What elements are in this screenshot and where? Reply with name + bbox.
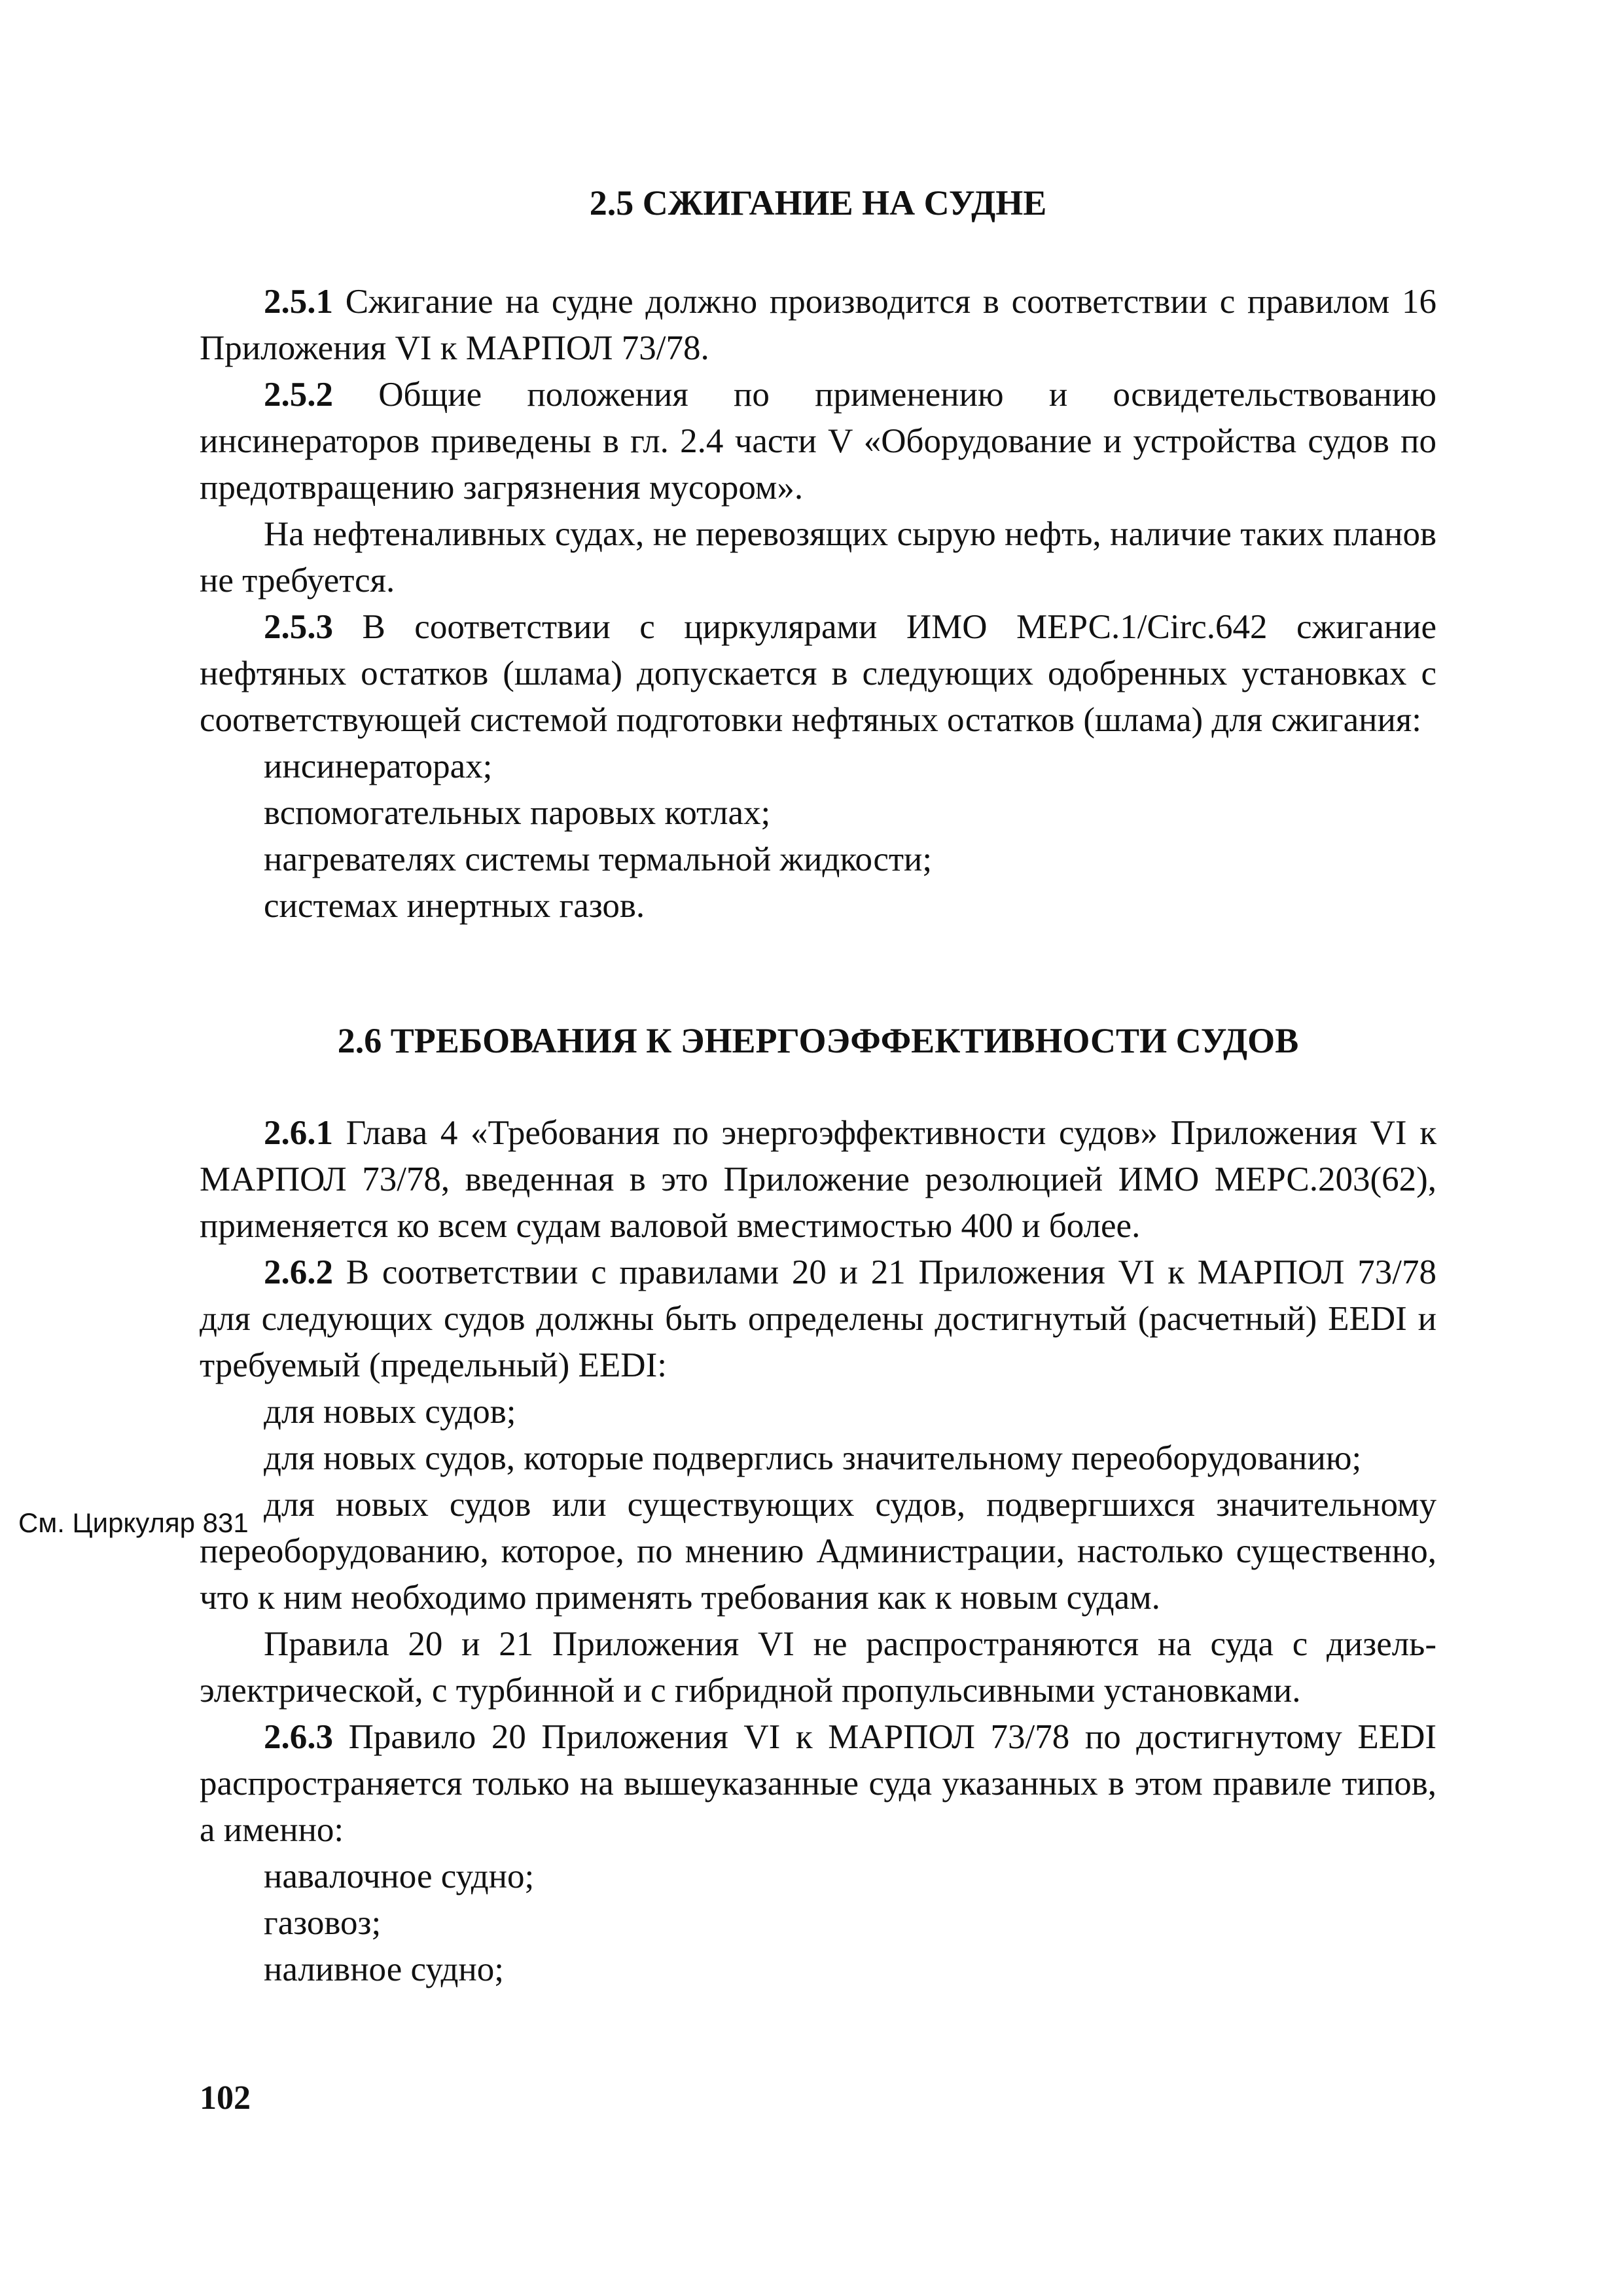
paragraph-2-6-3 <box>200 1714 1436 1854</box>
paragraph-2-5-2 <box>200 372 1436 511</box>
paragraph-2-6-2 <box>200 1249 1436 1389</box>
paragraph-2-6-1 <box>200 1110 1436 1249</box>
paragraph-exemptions: Правила 20 и 21 Приложения VI не распространяются на суда с дизель-электрической, с турбинной и с гибридной пропульсивными установками. <box>200 1625 1436 1710</box>
page-content <box>200 164 1436 1993</box>
paragraph-text: В соответствии с циркулярами ИМО МЕРС.1/Circ.642 сжигание нефтяных остатков (шлама) допускается в следующих одобренных установках с соответствующей системой подготовки нефтяных остатков (шлама) для сжигания: <box>200 608 1436 739</box>
paragraph-tankers-note: На нефтеналивных судах, не перевозящих сырую нефть, наличие таких планов не требуется. <box>200 515 1436 600</box>
list-item: для новых судов, которые подверглись значительному переоборудованию; <box>264 1439 1362 1477</box>
clause-number: 2.5.2 <box>264 376 333 414</box>
paragraph-text: Правило 20 Приложения VI к МАРПОЛ 73/78 по достигнутому EEDI распространяется только на вышеуказанные суда указанных в этом правиле типов, а именно: <box>200 1718 1436 1849</box>
list-item: нагревателях системы термальной жидкости; <box>264 840 933 878</box>
clause-number: 2.6.3 <box>264 1718 333 1756</box>
paragraph-text: Общие положения по применению и освидетельствованию инсинераторов приведены в гл. 2.4 части V «Оборудование и устройства судов по предотвращению загрязнения мусором». <box>200 376 1436 507</box>
paragraph-2-5-1 <box>200 279 1436 372</box>
paragraph-text: Глава 4 «Требования по энергоэффективности судов» Приложения VI к МАРПОЛ 73/78, введенная в это Приложение резолюцией ИМО МЕРС.203(62), применяется ко всем судам валовой вместимостью 400 и более. <box>200 1114 1436 1245</box>
clause-number: 2.5.1 <box>264 283 333 321</box>
section-2-6-title: 2.6 ТРЕБОВАНИЯ К ЭНЕРГОЭФФЕКТИВНОСТИ СУДОВ <box>337 1021 1299 1060</box>
list-item: инсинераторах; <box>264 747 493 785</box>
clause-number: 2.5.3 <box>264 608 333 646</box>
paragraph-text: Сжигание на судне должно производится в соответствии с правилом 16 Приложения VI к МАРПОЛ 73/78. <box>200 283 1436 367</box>
list-item: наливное судно; <box>264 1950 505 1988</box>
list-item: системах инертных газов. <box>264 887 645 925</box>
clause-number: 2.6.2 <box>264 1253 333 1291</box>
margin-note: См. Циркуляр 831 <box>18 1507 249 1538</box>
list-item: навалочное судно; <box>264 1857 535 1895</box>
clause-number: 2.6.1 <box>264 1114 333 1152</box>
list-item: вспомогательных паровых котлах; <box>264 794 771 832</box>
list-item: газовоз; <box>264 1904 382 1942</box>
section-2-5-title: 2.5 СЖИГАНИЕ НА СУДНЕ <box>589 183 1047 223</box>
list-item: для новых судов; <box>264 1393 516 1431</box>
paragraph-2-5-3 <box>200 604 1436 744</box>
paragraph-new-or-existing: для новых судов или существующих судов, подвергшихся значительному переоборудованию, которое, по мнению Администрации, настолько существенно, что к ним необходимо применять требования как к новым судам. <box>200 1486 1436 1617</box>
page-number: 102 <box>200 2079 251 2117</box>
paragraph-text: В соответствии с правилами 20 и 21 Приложения VI к МАРПОЛ 73/78 для следующих судов должны быть определены достигнутый (расчетный) EEDI и требуемый (предельный) EEDI: <box>200 1253 1436 1384</box>
